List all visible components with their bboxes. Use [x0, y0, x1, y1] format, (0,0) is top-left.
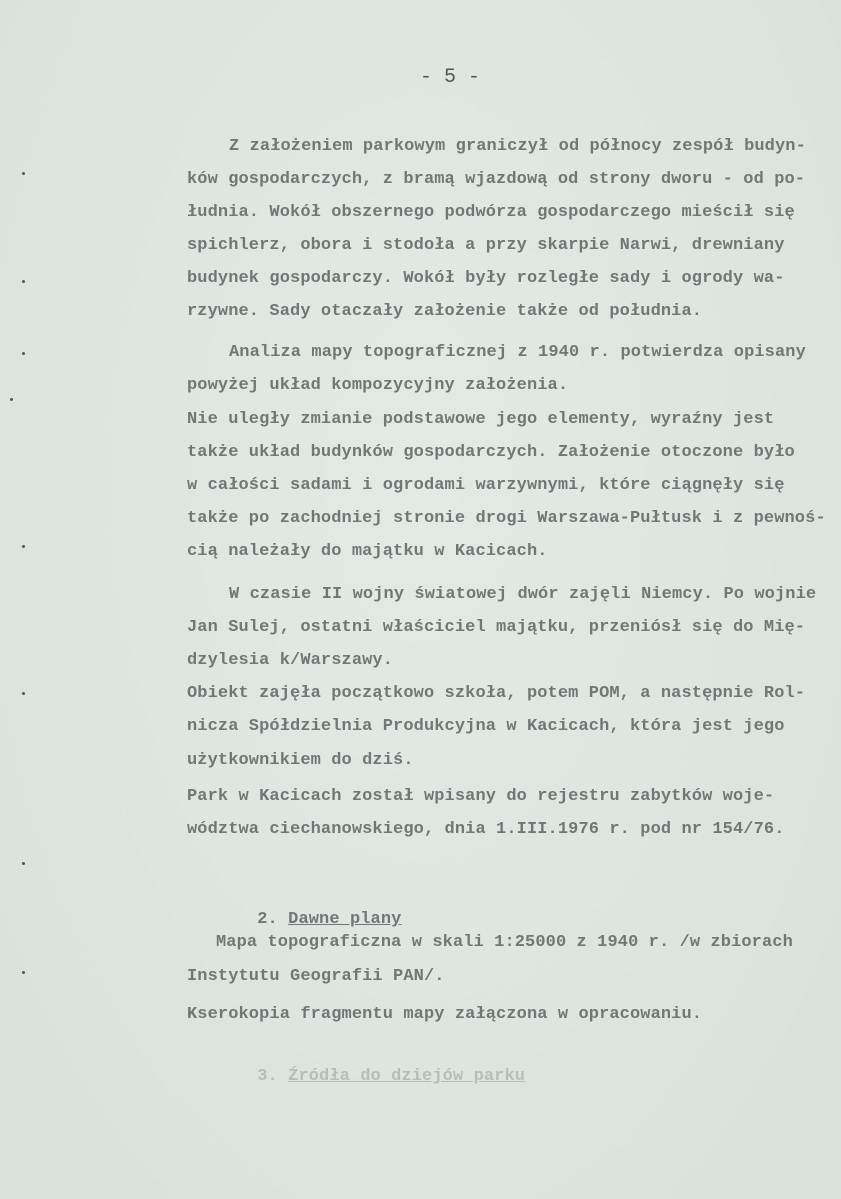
text-line: użytkownikiem do dziś. [187, 751, 414, 770]
text-line: Instytutu Geografii PAN/. [187, 967, 445, 986]
page-number: - 5 - [420, 66, 481, 89]
section-title: Dawne plany [288, 910, 402, 929]
text-line: także układ budynków gospodarczych. Założenie otoczone było [187, 443, 795, 462]
text-line: powyżej układ kompozycyjny założenia. [187, 376, 569, 395]
margin-mark [22, 172, 25, 175]
margin-mark [22, 352, 25, 355]
section-number: 3. [257, 1067, 278, 1086]
text-line: w całości sadami i ogrodami warzywnymi, które ciągnęły się [187, 476, 785, 495]
text-line: spichlerz, obora i stodoła a przy skarpie Narwi, drewniany [187, 236, 785, 255]
margin-mark [22, 280, 25, 283]
margin-mark [22, 545, 25, 548]
text-line: wództwa ciechanowskiego, dnia 1.III.1976 r. pod nr 154/76. [187, 820, 785, 839]
text-line: Mapa topograficzna w skali 1:25000 z 1940 r. /w zbiorach [216, 933, 793, 952]
text-line: cią należały do majątku w Kacicach. [187, 542, 548, 561]
text-line: Nie uległy zmianie podstawowe jego elementy, wyraźny jest [187, 410, 775, 429]
text-line: Obiekt zajęła początkowo szkoła, potem POM, a następnie Rol- [187, 684, 806, 703]
text-line: Z założeniem parkowym graniczył od północy zespół budyn- [229, 137, 806, 156]
text-line: Park w Kacicach został wpisany do rejestru zabytków woje- [187, 787, 775, 806]
margin-mark [22, 692, 25, 695]
margin-mark [22, 862, 25, 865]
text-line: nicza Spółdzielnia Produkcyjna w Kacicach, która jest jego [187, 717, 785, 736]
margin-mark [22, 971, 25, 974]
text-line: budynek gospodarczy. Wokół były rozległe sady i ogrody wa- [187, 269, 785, 288]
text-line: także po zachodniej stronie drogi Warszawa-Pułtusk i z pewnoś- [187, 509, 826, 528]
section-3-heading [216, 1048, 525, 1105]
text-line: dzylesia k/Warszawy. [187, 651, 394, 670]
section-number: 2. [257, 910, 278, 929]
text-line: rzywne. Sady otaczały założenie także od południa. [187, 302, 703, 321]
text-line: ków gospodarczych, z bramą wjazdową od strony dworu - od po- [187, 170, 806, 189]
text-line: Jan Sulej, ostatni właściciel majątku, przeniósł się do Mię- [187, 618, 806, 637]
text-line: Analiza mapy topograficznej z 1940 r. potwierdza opisany [229, 343, 806, 362]
text-line: łudnia. Wokół obszernego podwórza gospodarczego mieścił się [187, 203, 795, 222]
text-line: Kserokopia fragmentu mapy załączona w opracowaniu. [187, 1005, 703, 1024]
section-title: Źródła do dziejów parku [288, 1067, 526, 1086]
text-line: W czasie II wojny światowej dwór zajęli Niemcy. Po wojnie [229, 585, 817, 604]
margin-mark [10, 398, 13, 401]
